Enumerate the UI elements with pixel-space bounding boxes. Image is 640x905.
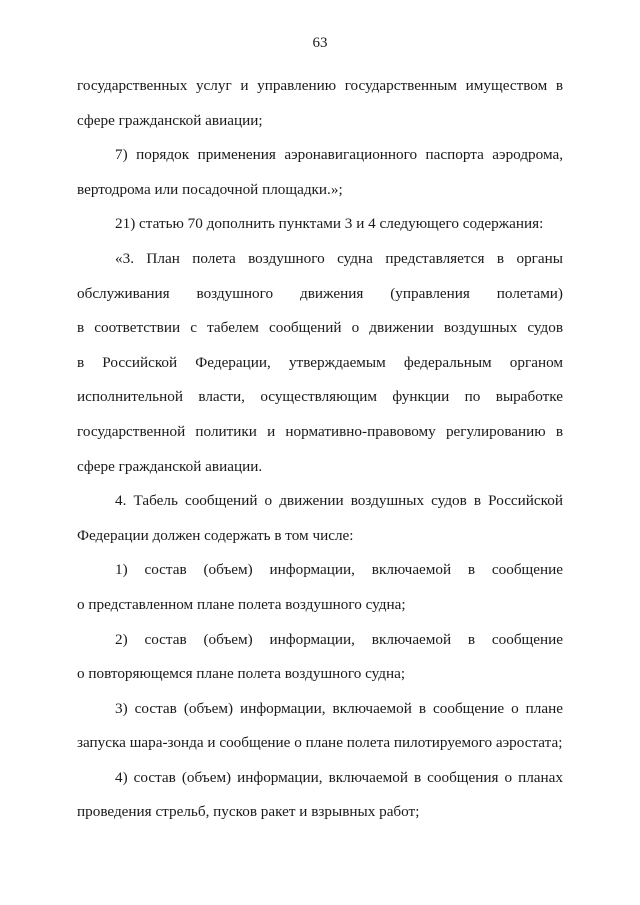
text-line: государственной политики и нормативно-правовому регулированию в bbox=[77, 422, 563, 440]
page-number: 63 bbox=[312, 35, 328, 51]
text-line: обслуживания воздушного движения (управления полетами) bbox=[77, 284, 563, 302]
paragraph bbox=[77, 484, 563, 553]
paragraph bbox=[77, 761, 563, 830]
text-line: о повторяющемся плане полета воздушного судна; bbox=[77, 665, 406, 683]
text-line: 21) статью 70 дополнить пунктами 3 и 4 следующего содержания: bbox=[115, 215, 544, 233]
text-line: запуска шара-зонда и сообщение о плане полета пилотируемого аэростата; bbox=[77, 734, 563, 752]
paragraph bbox=[77, 242, 563, 484]
text-line: 4. Табель сообщений о движении воздушных судов в Российской bbox=[115, 492, 563, 510]
text-line: 4) состав (объем) информации, включаемой в сообщения о планах bbox=[115, 768, 563, 786]
text-line: сфере гражданской авиации; bbox=[77, 111, 263, 129]
paragraph bbox=[77, 623, 563, 692]
text-line: о представленном плане полета воздушного судна; bbox=[77, 595, 406, 613]
text-line: государственных услуг и управлению государственным имуществом в bbox=[77, 77, 563, 94]
text-line: в Российской Федерации, утверждаемым федеральным органом bbox=[77, 353, 563, 371]
text-line: в соответствии с табелем сообщений о движении воздушных судов bbox=[77, 319, 563, 337]
paragraph bbox=[77, 692, 563, 761]
text-line: 3) состав (объем) информации, включаемой в сообщение о плане bbox=[115, 699, 563, 717]
document-body bbox=[77, 69, 563, 830]
paragraph bbox=[77, 553, 563, 622]
paragraph bbox=[77, 138, 563, 207]
text-line: 2) состав (объем) информации, включаемой в сообщение bbox=[115, 630, 563, 648]
text-line: Федерации должен содержать в том числе: bbox=[77, 526, 354, 544]
paragraph bbox=[77, 207, 563, 242]
text-line: «3. План полета воздушного судна представляется в органы bbox=[115, 249, 563, 267]
text-line: 7) порядок применения аэронавигационного паспорта аэродрома, bbox=[115, 146, 563, 164]
text-line: сфере гражданской авиации. bbox=[77, 457, 263, 475]
text-line: исполнительной власти, осуществляющим функции по выработке bbox=[77, 388, 563, 406]
paragraph bbox=[77, 69, 563, 138]
text-line: 1) состав (объем) информации, включаемой в сообщение bbox=[115, 561, 563, 579]
text-line: проведения стрельб, пусков ракет и взрывных работ; bbox=[77, 803, 420, 821]
text-line: вертодрома или посадочной площадки.»; bbox=[77, 180, 343, 198]
